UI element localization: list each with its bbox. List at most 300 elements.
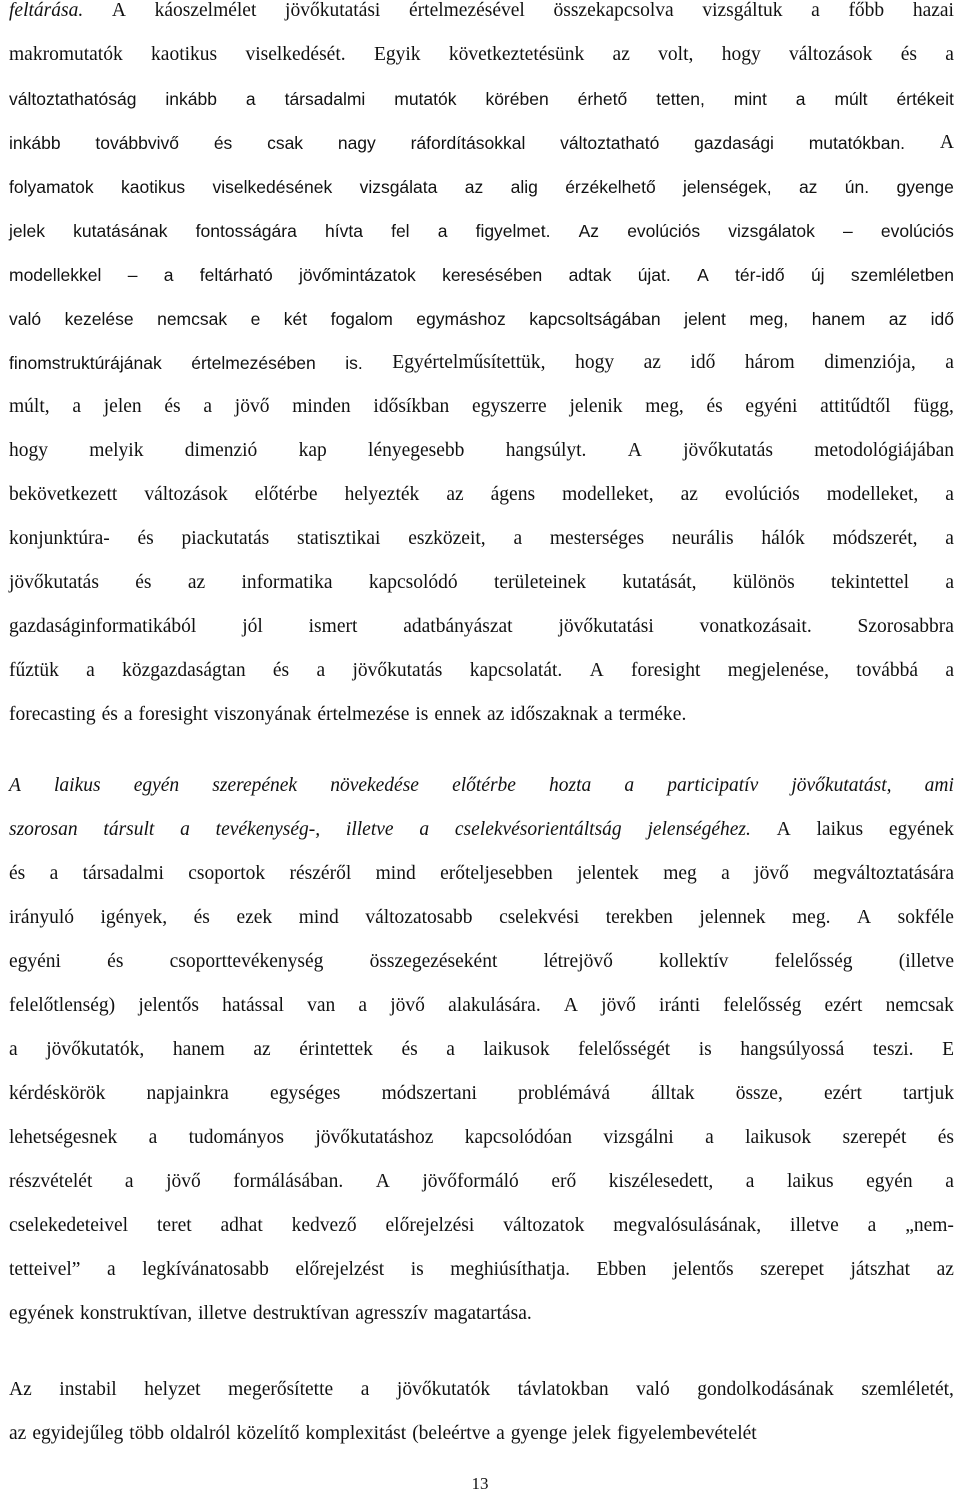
word: meg <box>663 863 697 884</box>
word: kiszélesedett, <box>608 1171 714 1192</box>
word: álltak <box>651 1083 695 1104</box>
word: cselekvésorientáltság <box>454 819 622 840</box>
word: jelentős <box>672 1259 734 1280</box>
word: adtak <box>568 265 612 285</box>
word: hanem <box>172 1039 225 1060</box>
word: a <box>124 1171 134 1192</box>
word: egyéni <box>9 951 61 972</box>
word: csoportok <box>188 863 266 884</box>
word: kaotikus <box>120 177 186 197</box>
word: irányuló <box>9 907 74 928</box>
word: agresszív <box>355 1303 428 1324</box>
word: Az <box>578 221 600 241</box>
word: ezért <box>824 1083 862 1104</box>
word: gondolkodásának <box>697 1379 834 1400</box>
word: három <box>744 352 795 373</box>
word: foresight <box>631 660 701 681</box>
text-line <box>9 473 954 517</box>
word: módszerét, <box>832 528 918 549</box>
word: kutatásának <box>73 221 168 241</box>
word: formálásában. <box>233 1171 344 1192</box>
word: mind <box>298 907 339 928</box>
word: főbb <box>848 0 885 21</box>
word: (illetve <box>898 951 954 972</box>
word: a <box>72 396 82 417</box>
word: érzékelhető <box>565 177 656 197</box>
word: és <box>706 396 723 417</box>
word: laikus <box>54 775 101 796</box>
word: volt, <box>658 44 694 65</box>
paragraph-3 <box>9 1368 954 1456</box>
word: A <box>856 907 872 928</box>
word: társadalmi <box>284 89 366 109</box>
word: adatbányászat <box>403 616 513 637</box>
word: a <box>705 1127 714 1148</box>
word: érhető <box>577 89 628 109</box>
word: helyzet <box>144 1379 201 1400</box>
word: és <box>107 951 124 972</box>
word: társult <box>103 819 155 840</box>
word: laikusok <box>483 1039 550 1060</box>
text-line <box>9 561 954 605</box>
word: alig <box>510 177 538 197</box>
word: meghiúsíthatja. <box>450 1259 570 1280</box>
word: az <box>253 1039 271 1060</box>
page-number: 13 <box>471 1474 489 1493</box>
word: erőteljesebben <box>440 863 553 884</box>
word: egységes <box>270 1083 341 1104</box>
word: továbbvivő <box>95 133 180 153</box>
word: össze, <box>735 1083 783 1104</box>
word: dimenzió <box>184 440 258 461</box>
word: jövő <box>601 995 636 1016</box>
word: az <box>888 309 908 329</box>
word: – <box>843 221 853 241</box>
word: hanem <box>811 309 866 329</box>
word: egyszerre <box>472 396 547 417</box>
word: a <box>360 1379 370 1400</box>
word: viselkedésének <box>212 177 333 197</box>
word: jövő <box>166 1171 201 1192</box>
word: finomstruktúrájának <box>9 353 162 373</box>
word: A <box>939 132 954 153</box>
word: jelennek <box>699 907 766 928</box>
word: előtérbe <box>254 484 318 505</box>
word: mutatók <box>394 89 457 109</box>
word: A <box>627 440 642 461</box>
word: kaotikus <box>151 44 218 65</box>
word: értelmezése <box>317 704 410 725</box>
word: szemléletben <box>850 265 954 285</box>
word: jövőkutatást, <box>791 775 892 796</box>
word: idősíkban <box>373 396 450 417</box>
word: előrejelzési <box>385 1215 475 1236</box>
word: ezek <box>236 907 273 928</box>
word: kap <box>298 440 327 461</box>
text-line <box>9 1116 954 1160</box>
word: modelleket, <box>562 484 654 505</box>
word: a <box>604 704 613 725</box>
word: egyéni <box>745 396 798 417</box>
word: távlatokban <box>517 1379 609 1400</box>
text-line <box>9 1412 954 1456</box>
word: nemcsak <box>885 995 954 1016</box>
word: – <box>127 265 138 285</box>
word: felelősség <box>723 995 802 1016</box>
word: E <box>942 1039 954 1060</box>
word: kollektív <box>659 951 729 972</box>
word: és <box>900 44 917 65</box>
word: jövőkutatók <box>396 1379 491 1400</box>
word: terekben <box>605 907 673 928</box>
word: múlt <box>834 89 868 109</box>
word: hogy <box>575 352 615 373</box>
word: a <box>9 1039 18 1060</box>
word: A <box>776 819 791 840</box>
word: teszi. <box>872 1039 914 1060</box>
word: erő <box>551 1171 577 1192</box>
word: makromutatók <box>9 44 123 65</box>
word: fogalom <box>330 309 393 329</box>
word: konstruktívan, <box>79 1303 193 1324</box>
word: mint <box>733 89 767 109</box>
word: meg, <box>749 309 789 329</box>
word: változatosabb <box>365 907 473 928</box>
word: létrejövő <box>543 951 613 972</box>
word: tudományos <box>188 1127 284 1148</box>
word: megvalósulásának, <box>613 1215 762 1236</box>
word: inkább <box>165 89 217 109</box>
word: Szorosabbra <box>857 616 954 637</box>
text-line <box>9 77 954 121</box>
word: (beleértve <box>412 1423 491 1444</box>
text-line <box>9 121 954 165</box>
word: hívta <box>324 221 363 241</box>
word: vizsgálatok <box>728 221 815 241</box>
word: fontosságára <box>195 221 297 241</box>
word: evolúciós <box>627 221 701 241</box>
word: értelmezésével <box>409 0 525 21</box>
word: cselekedeteivel <box>9 1215 129 1236</box>
word: egyének <box>888 819 954 840</box>
word: A <box>111 0 126 21</box>
word: tekintettel <box>831 572 909 593</box>
word: nagy <box>337 133 376 153</box>
word: kérdéskörök <box>9 1083 106 1104</box>
word: körében <box>485 89 549 109</box>
word: az <box>612 44 630 65</box>
word: minden <box>292 396 351 417</box>
word: és <box>213 133 233 153</box>
word: a <box>148 1127 158 1148</box>
text-line <box>9 1368 954 1412</box>
word: fűztük <box>9 660 59 681</box>
word: és <box>401 1039 418 1060</box>
word: alakulására. <box>448 995 541 1016</box>
text-line <box>9 341 954 385</box>
word: A <box>375 1171 390 1192</box>
word: szerepét <box>842 1127 907 1148</box>
word: csoporttevékenység <box>169 951 324 972</box>
word: mesterséges <box>549 528 645 549</box>
word: és <box>101 704 118 725</box>
word: az <box>446 484 464 505</box>
text-line <box>9 693 954 737</box>
word: növekedése <box>330 775 419 796</box>
word: a <box>180 819 190 840</box>
word: az <box>187 572 206 593</box>
text-line <box>9 429 954 473</box>
word: a <box>811 0 820 21</box>
word: bekövetkezett <box>9 484 118 505</box>
word: magatartása. <box>433 1303 532 1324</box>
word: legkívánatosabb <box>142 1259 269 1280</box>
word: jelentős <box>138 995 199 1016</box>
word: komplexitást <box>305 1423 407 1444</box>
text-line <box>9 808 954 852</box>
word: új <box>810 265 825 285</box>
text-line <box>9 649 954 693</box>
word: jelenségéhez. <box>647 819 751 840</box>
word: káoszelmélet <box>154 0 257 21</box>
word: meg. <box>792 907 831 928</box>
word: hatással <box>222 995 284 1016</box>
word: is. <box>345 353 363 373</box>
word: tetten, <box>656 89 705 109</box>
word: újat. <box>637 265 671 285</box>
word: a <box>945 44 954 65</box>
word: a <box>123 704 133 725</box>
word: a <box>203 396 213 417</box>
word: napjainkra <box>146 1083 229 1104</box>
word: a <box>945 528 954 549</box>
word: lehetségesnek <box>9 1127 118 1148</box>
word: a <box>721 863 730 884</box>
word: gazdaságinformatikából <box>9 616 197 637</box>
word: lényegesebb <box>368 440 465 461</box>
text-line <box>9 1160 954 1204</box>
word: foresight <box>138 704 208 725</box>
word: játszhat <box>850 1259 911 1280</box>
word: illetve <box>345 819 394 840</box>
word: a <box>49 863 59 884</box>
word: jövőkutatás <box>9 572 99 593</box>
text-line <box>9 940 954 984</box>
word: a <box>945 572 954 593</box>
word: tér-idő <box>735 265 785 285</box>
word: az <box>798 177 818 197</box>
word: viselkedését. <box>245 44 346 65</box>
word: neurális <box>671 528 734 549</box>
word: a <box>316 660 326 681</box>
word: jövőkutatáshoz <box>315 1127 434 1148</box>
word: mind <box>375 863 416 884</box>
word: sokféle <box>897 907 954 928</box>
word: értékeit <box>896 89 954 109</box>
word: az <box>486 704 505 725</box>
word: egyének <box>9 1303 74 1324</box>
word: A <box>697 265 709 285</box>
word: továbbá <box>856 660 919 681</box>
word: hangsúlyossá <box>740 1039 845 1060</box>
word: hogy <box>9 440 48 461</box>
word: való <box>9 309 42 329</box>
word: oldalról <box>169 1423 231 1444</box>
text-line <box>9 764 954 808</box>
word: jövő <box>234 396 270 417</box>
word: problémává <box>518 1083 611 1104</box>
text-line <box>9 385 954 429</box>
text-line <box>9 1204 954 1248</box>
word: ami <box>924 775 954 796</box>
word: modelleket, <box>826 484 919 505</box>
word: megerősítette <box>228 1379 334 1400</box>
word: laikusok <box>745 1127 812 1148</box>
word: összegezéseként <box>369 951 498 972</box>
word: a <box>496 1423 505 1444</box>
word: és <box>272 660 290 681</box>
word: hálók <box>761 528 805 549</box>
word: a <box>446 1039 455 1060</box>
word: múlt, <box>9 396 50 417</box>
word: változások <box>789 44 873 65</box>
word: kapcsoltságában <box>529 309 661 329</box>
word: konjunktúra- <box>9 528 110 549</box>
word: az <box>936 1259 954 1280</box>
word: közgazdaságtan <box>122 660 246 681</box>
word: tetteivel” <box>9 1259 81 1280</box>
word: egymáshoz <box>416 309 506 329</box>
word: jelen <box>103 396 142 417</box>
word: a <box>358 995 368 1016</box>
word: hazai <box>912 0 954 21</box>
text-line <box>9 517 954 561</box>
word: az <box>680 484 698 505</box>
word: ágens <box>490 484 536 505</box>
word: a <box>945 484 954 505</box>
text-line <box>9 605 954 649</box>
word: egyén <box>866 1171 913 1192</box>
word: e <box>250 309 261 329</box>
word: időszaknak <box>510 704 598 725</box>
word: idő <box>690 352 716 373</box>
word: a <box>437 221 448 241</box>
word: gyenge <box>896 177 954 197</box>
word: az <box>643 352 661 373</box>
word: jövőkutatási <box>285 0 381 21</box>
word: adhat <box>220 1215 263 1236</box>
word: és <box>135 572 152 593</box>
word: függ, <box>913 396 954 417</box>
word: Ebben <box>596 1259 647 1280</box>
word: instabil <box>59 1379 117 1400</box>
word: gyenge <box>510 1423 568 1444</box>
word: kedvező <box>291 1215 357 1236</box>
word: iránti <box>659 995 701 1016</box>
word: hozta <box>549 775 592 796</box>
word: cselekvési <box>499 907 580 928</box>
word: és <box>164 396 181 417</box>
word: destruktívan <box>252 1303 350 1324</box>
word: melyik <box>89 440 144 461</box>
text-line <box>9 1028 954 1072</box>
word: a <box>945 1171 954 1192</box>
word: és <box>193 907 210 928</box>
word: jövőkutatás <box>683 440 773 461</box>
paragraph-1 <box>9 0 954 737</box>
word: összekapcsolva <box>553 0 674 21</box>
word: több <box>129 1423 164 1444</box>
word: vizsgálata <box>359 177 438 197</box>
word: ennek <box>434 704 481 725</box>
word: jövő <box>754 863 789 884</box>
word: figyelembevételét <box>617 1423 757 1444</box>
word: Egyértelműsítettük, <box>392 352 546 373</box>
word: kezelése <box>64 309 134 329</box>
word: jelenik <box>569 396 623 417</box>
word: nemcsak <box>157 309 228 329</box>
word: érintettek <box>299 1039 373 1060</box>
word: feltárása. <box>9 0 84 21</box>
word: jelentek <box>577 863 639 884</box>
word: meg, <box>645 396 684 417</box>
word: terméke. <box>618 704 687 725</box>
text-line <box>9 852 954 896</box>
word: A <box>563 995 578 1016</box>
text-line <box>9 1292 954 1336</box>
word: előtérbe <box>452 775 516 796</box>
word: a <box>245 89 256 109</box>
word: „nem- <box>905 1215 954 1236</box>
word: vizsgáltuk <box>702 0 783 21</box>
word: hogy <box>721 44 761 65</box>
text-line <box>9 297 954 341</box>
word: kapcsolódó <box>368 572 458 593</box>
text-line <box>9 896 954 940</box>
word: laikus <box>786 1171 834 1192</box>
word: előrejelzést <box>295 1259 385 1280</box>
word: módszertani <box>381 1083 477 1104</box>
word: metodológiájában <box>814 440 954 461</box>
word: közelítő <box>236 1423 300 1444</box>
paragraph-2 <box>9 764 954 1336</box>
word: A <box>589 660 604 681</box>
word: tartjuk <box>903 1083 954 1104</box>
word: a <box>945 352 954 373</box>
word: kutatását, <box>622 572 697 593</box>
word: jelent <box>684 309 726 329</box>
word: folyamatok <box>9 177 94 197</box>
word: Egyik <box>373 44 421 65</box>
word: és <box>937 1127 954 1148</box>
word: is <box>415 704 429 725</box>
text-line <box>9 253 954 297</box>
word: forecasting <box>9 704 96 725</box>
word: és <box>137 528 154 549</box>
word: való <box>636 1379 670 1400</box>
word: mutatókban. <box>808 133 906 153</box>
word: van <box>307 995 336 1016</box>
word: vizsgálni <box>603 1127 674 1148</box>
word: a <box>795 89 806 109</box>
word: megváltoztatására <box>813 863 954 884</box>
word: területeinek <box>493 572 587 593</box>
word: a <box>513 528 523 549</box>
word: teret <box>157 1215 192 1236</box>
word: egyén <box>133 775 180 796</box>
word: eszközeit, <box>408 528 486 549</box>
word: modellekkel <box>9 265 102 285</box>
